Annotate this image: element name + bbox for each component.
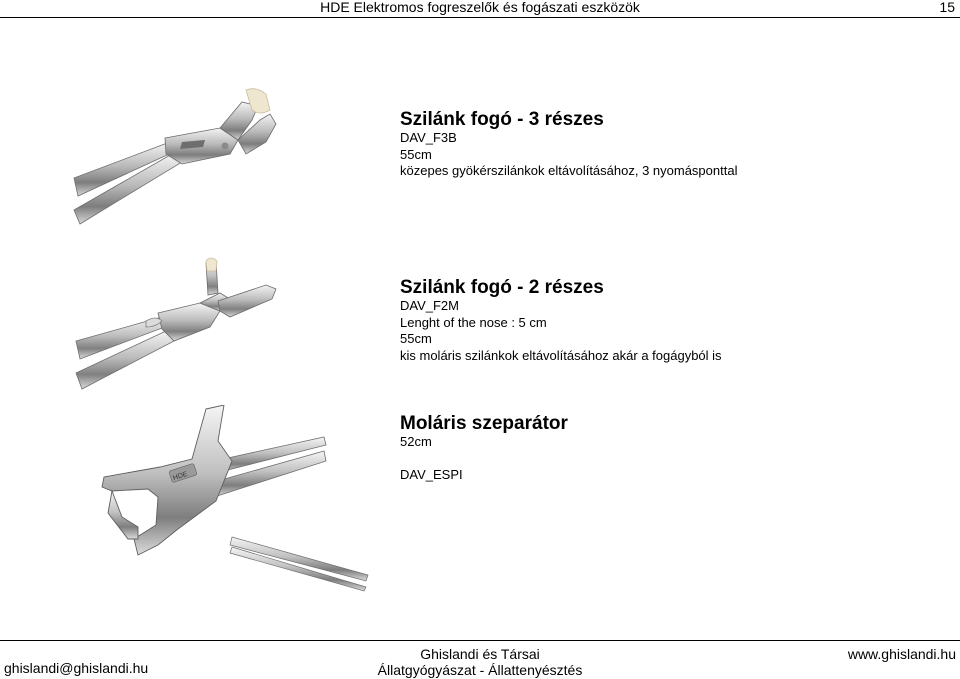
product-code: DAV_ESPI xyxy=(400,467,463,482)
footer-company: Ghislandi és Társai xyxy=(420,646,540,662)
product-title: Moláris szeparátor xyxy=(400,413,568,434)
footer-website[interactable]: www.ghislandi.hu xyxy=(847,646,956,662)
brand-badge: HDE xyxy=(172,470,189,483)
product-photo-splinter-forceps-2 xyxy=(70,255,310,405)
product-nose-length: Lenght of the nose : 5 cm xyxy=(400,314,547,330)
page-number: 15 xyxy=(939,0,955,15)
product-photo-splinter-forceps-3 xyxy=(70,50,310,225)
product-splinter-forceps-3 xyxy=(400,110,737,180)
product-length: 55cm xyxy=(400,146,432,162)
product-title: Szilánk fogó - 3 részes xyxy=(400,109,604,130)
product-description: közepes gyökérszilánkok eltávolításához, 3 nyomásponttal xyxy=(400,163,738,178)
product-length: 55cm xyxy=(400,331,432,346)
product-splinter-forceps-2 xyxy=(400,278,722,364)
footer-email[interactable]: ghislandi@ghislandi.hu xyxy=(4,660,149,676)
product-description: kis moláris szilánkok eltávolításához akár a fogágyból is xyxy=(400,347,722,363)
header-divider xyxy=(0,17,960,18)
product-code: DAV_F3B xyxy=(400,130,457,145)
product-title: Szilánk fogó - 2 részes xyxy=(400,277,604,298)
footer-divider xyxy=(0,640,960,641)
product-blank-line xyxy=(400,451,568,468)
header-title: HDE Elektromos fogreszelők és fogászati eszközök xyxy=(320,0,640,15)
product-length: 52cm xyxy=(400,434,432,449)
product-photo-molar-separator xyxy=(98,405,378,605)
product-code: DAV_F2M xyxy=(400,298,459,313)
footer-tagline: Állatgyógyászat - Állattenyésztés xyxy=(377,662,583,678)
product-molar-separator xyxy=(400,414,568,484)
